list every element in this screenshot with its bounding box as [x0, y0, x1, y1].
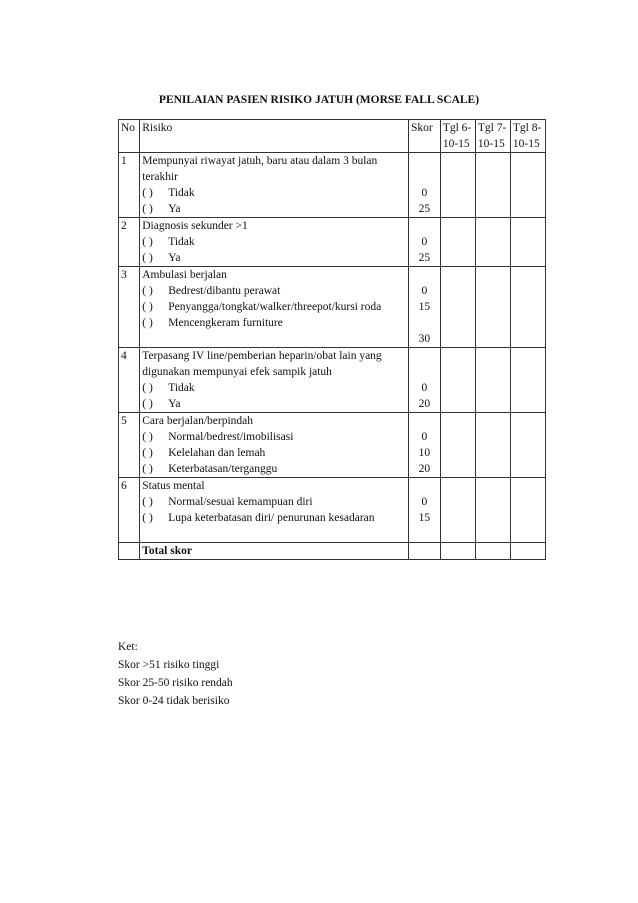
- total-date-3-cell[interactable]: [510, 543, 545, 560]
- item-date-2-cell[interactable]: [475, 478, 510, 543]
- item-title: Diagnosis sekunder >1: [142, 220, 248, 232]
- option-label: Keterbatasan/terganggu: [168, 463, 278, 475]
- note-line: Skor 0-24 tidak berisiko: [118, 695, 230, 707]
- option-row: [142, 299, 406, 315]
- option-score: 0: [421, 187, 428, 199]
- score-spacer: [411, 348, 438, 364]
- item-title: Ambulasi berjalan: [142, 269, 227, 281]
- table-body: [119, 153, 546, 560]
- document-title: PENILAIAN PASIEN RISIKO JATUH (MORSE FALL SCALE): [158, 94, 480, 106]
- table-row: [119, 153, 546, 218]
- option-row: [142, 494, 406, 510]
- option-score: 0: [421, 285, 428, 297]
- item-number: 1: [119, 153, 140, 218]
- item-date-1-cell[interactable]: [440, 153, 475, 218]
- notes-heading: Ket:: [118, 641, 138, 653]
- table-row: [119, 267, 546, 348]
- notes-section: [118, 638, 233, 710]
- option-row: [142, 315, 406, 331]
- item-number: 4: [119, 348, 140, 413]
- option-label: Tidak: [168, 236, 195, 248]
- option-checkbox[interactable]: ( ): [142, 512, 153, 524]
- item-risk-cell: [140, 218, 409, 267]
- option-score: 15: [418, 512, 431, 524]
- header-date-1: Tgl 6-10-15: [440, 120, 475, 153]
- option-checkbox[interactable]: ( ): [142, 252, 153, 264]
- option-row: [142, 461, 406, 477]
- option-label: Ya: [168, 203, 181, 215]
- score-spacer: [411, 413, 438, 429]
- option-score: 30: [418, 333, 431, 345]
- item-title: Terpasang IV line/pemberian heparin/obat lain yang digunakan mempunyai efek sampik jatuh: [142, 350, 382, 378]
- option-row: [142, 445, 406, 461]
- item-number: 2: [119, 218, 140, 267]
- item-date-3-cell[interactable]: [510, 218, 545, 267]
- item-number: 6: [119, 478, 140, 543]
- score-spacer: [411, 218, 438, 234]
- item-risk-cell: [140, 413, 409, 478]
- item-title: Mempunyai riwayat jatuh, baru atau dalam 3 bulan terakhir: [142, 155, 378, 183]
- header-date-3: Tgl 8-10-15: [510, 120, 545, 153]
- option-label: Mencengkeram furniture: [168, 317, 283, 329]
- option-checkbox[interactable]: ( ): [142, 203, 153, 215]
- option-checkbox[interactable]: ( ): [142, 317, 153, 329]
- score-spacer: [411, 267, 438, 283]
- score-spacer: [411, 153, 438, 169]
- item-date-3-cell[interactable]: [510, 153, 545, 218]
- total-no-cell: [119, 543, 140, 560]
- option-checkbox[interactable]: ( ): [142, 301, 153, 313]
- option-score: 15: [418, 301, 431, 313]
- option-checkbox[interactable]: ( ): [142, 447, 153, 459]
- item-date-3-cell[interactable]: [510, 478, 545, 543]
- item-title: Status mental: [142, 480, 205, 492]
- option-row: [142, 283, 406, 299]
- table-row: [119, 413, 546, 478]
- morse-fall-scale-table: [118, 119, 546, 560]
- note-line: Skor 25-50 risiko rendah: [118, 677, 233, 689]
- header-date-2: Tgl 7-10-15: [475, 120, 510, 153]
- item-title: Cara berjalan/berpindah: [142, 415, 254, 427]
- item-date-2-cell[interactable]: [475, 267, 510, 348]
- option-checkbox[interactable]: ( ): [142, 236, 153, 248]
- option-row: [142, 396, 406, 412]
- option-checkbox[interactable]: ( ): [142, 398, 153, 410]
- option-label: Normal/bedrest/imobilisasi: [168, 431, 294, 443]
- option-score: 25: [418, 252, 431, 264]
- option-score: 0: [421, 431, 428, 443]
- score-spacer: [411, 526, 438, 542]
- option-label: Tidak: [168, 187, 195, 199]
- item-score-cell: [408, 153, 440, 218]
- item-risk-cell: [140, 478, 409, 543]
- item-date-1-cell[interactable]: [440, 267, 475, 348]
- item-date-2-cell[interactable]: [475, 153, 510, 218]
- option-row: [142, 234, 406, 250]
- option-label: Lupa keterbatasan diri/ penurunan kesadaran: [168, 512, 375, 524]
- item-risk-cell: [140, 267, 409, 348]
- option-label: Ya: [168, 252, 181, 264]
- item-date-1-cell[interactable]: [440, 348, 475, 413]
- table-row: [119, 348, 546, 413]
- option-score: 20: [418, 463, 431, 475]
- option-label: Ya: [168, 398, 181, 410]
- note-line: Skor >51 risiko tinggi: [118, 659, 220, 671]
- option-label: Tidak: [168, 382, 195, 394]
- option-score: 0: [421, 382, 428, 394]
- option-row: [142, 380, 406, 396]
- header-risk: Risiko: [140, 120, 409, 153]
- table-header-row: [119, 120, 546, 153]
- option-checkbox[interactable]: ( ): [142, 285, 153, 297]
- item-date-2-cell[interactable]: [475, 413, 510, 478]
- option-label: Normal/sesuai kemampuan diri: [168, 496, 313, 508]
- option-row: [142, 185, 406, 201]
- item-score-cell: [408, 267, 440, 348]
- score-spacer: [411, 315, 438, 331]
- score-spacer: [411, 169, 438, 185]
- option-score: 10: [418, 447, 431, 459]
- option-score: 25: [418, 203, 431, 215]
- option-checkbox[interactable]: ( ): [142, 187, 153, 199]
- total-row: [119, 543, 546, 560]
- total-label: Total skor: [140, 543, 409, 560]
- option-score: 20: [418, 398, 431, 410]
- header-score: Skor: [408, 120, 440, 153]
- option-checkbox[interactable]: ( ): [142, 382, 153, 394]
- header-no: No: [119, 120, 140, 153]
- item-score-cell: [408, 478, 440, 543]
- item-date-3-cell[interactable]: [510, 413, 545, 478]
- option-score: 0: [421, 496, 428, 508]
- option-checkbox[interactable]: ( ): [142, 463, 153, 475]
- option-checkbox[interactable]: ( ): [142, 496, 153, 508]
- item-risk-cell: [140, 153, 409, 218]
- option-label: Kelelahan dan lemah: [168, 447, 266, 459]
- option-row: [142, 510, 406, 526]
- item-date-1-cell[interactable]: [440, 478, 475, 543]
- item-date-3-cell[interactable]: [510, 267, 545, 348]
- score-spacer: [411, 478, 438, 494]
- total-score-cell[interactable]: [408, 543, 440, 560]
- item-number: 3: [119, 267, 140, 348]
- total-date-1-cell[interactable]: [440, 543, 475, 560]
- item-score-cell: [408, 218, 440, 267]
- option-row: [142, 201, 406, 217]
- item-date-2-cell[interactable]: [475, 348, 510, 413]
- item-date-1-cell[interactable]: [440, 413, 475, 478]
- item-date-2-cell[interactable]: [475, 218, 510, 267]
- option-row: [142, 429, 406, 445]
- item-risk-cell: [140, 348, 409, 413]
- item-date-3-cell[interactable]: [510, 348, 545, 413]
- option-label: Bedrest/dibantu perawat: [168, 285, 281, 297]
- item-score-cell: [408, 348, 440, 413]
- option-checkbox[interactable]: ( ): [142, 431, 153, 443]
- score-spacer: [411, 364, 438, 380]
- item-date-1-cell[interactable]: [440, 218, 475, 267]
- item-number: 5: [119, 413, 140, 478]
- table-row: [119, 478, 546, 543]
- item-score-cell: [408, 413, 440, 478]
- option-score: 0: [421, 236, 428, 248]
- total-date-2-cell[interactable]: [475, 543, 510, 560]
- table-row: [119, 218, 546, 267]
- option-label: Penyangga/tongkat/walker/threepot/kursi roda: [168, 301, 382, 313]
- option-row: [142, 250, 406, 266]
